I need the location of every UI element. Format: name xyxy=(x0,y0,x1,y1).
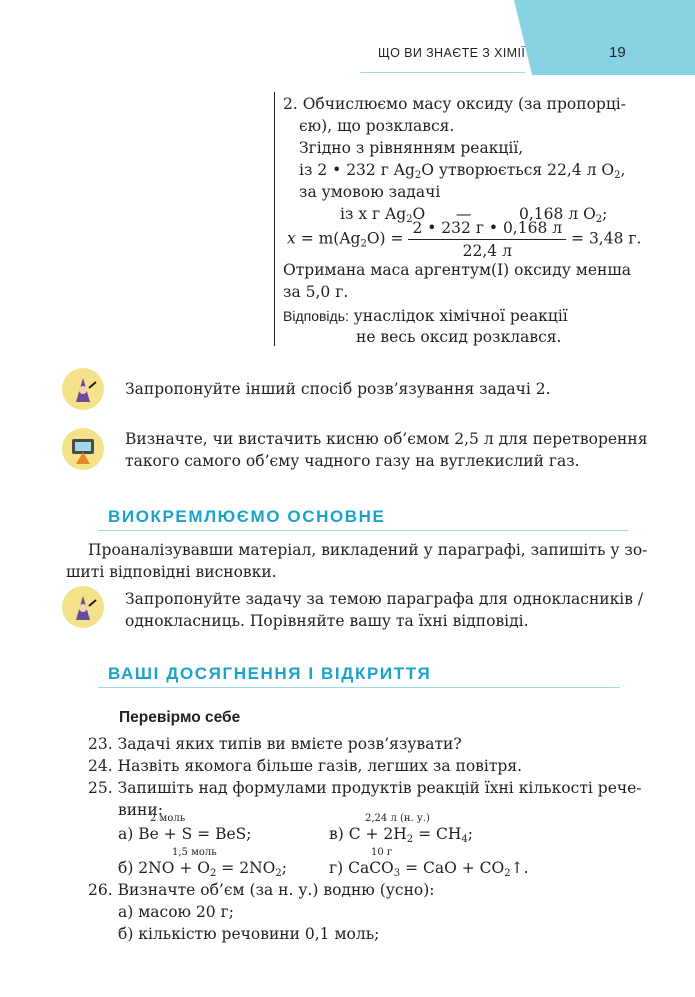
question: 25. Запишіть над формулами продуктів реакцій їхні кількості рече- xyxy=(88,779,642,797)
page-number: 19 xyxy=(609,44,626,61)
answer-line: не весь оксид розклався. xyxy=(356,328,562,346)
reaction-note: 2,24 л (н. у.) xyxy=(365,813,430,824)
solution-line: із x г $Ag_2O$ xyxy=(340,205,426,225)
running-header: ЩО ВИ ЗНАЄТЕ З ХІМІЇ xyxy=(378,46,526,60)
page-corner-accent xyxy=(514,0,695,75)
answer: Відповідь: унаслідок хімічної реакції xyxy=(283,307,568,325)
paragraph-line: Проаналізувавши матеріал, викладений у параграфі, запишіть у зо- xyxy=(88,541,648,559)
question: 24. Назвіть якомога більше газів, легших за повітря. xyxy=(88,757,523,775)
subheading: Перевірмо себе xyxy=(119,709,241,726)
reaction: в) $C + 2H_2 = CH_4$; xyxy=(329,825,473,845)
question: 23. Задачі яких типів ви вмієте розв’язувати? xyxy=(88,735,462,753)
question-item: б) кількістю речовини 0,1 моль; xyxy=(118,925,380,943)
reaction: г) CaCO$_3$ = CaO + $CO_2↑$. xyxy=(329,859,529,879)
section-rule xyxy=(98,687,620,688)
wizard-computer-icon xyxy=(62,428,104,470)
header-rule xyxy=(360,72,525,73)
reaction: б) $2NO + O_2 = 2NO_2$; xyxy=(118,859,287,879)
section-rule xyxy=(98,530,628,531)
solution-line: із 2 • 232 г $Ag_2O$ утворюється 22,4 л $O_2$, xyxy=(299,161,626,181)
task-text: Запропонуйте задачу за темою параграфа для однокласників / xyxy=(125,590,644,608)
fraction: $\frac{2 • 232 г • 0,168 л}{22,4 л}$ xyxy=(408,217,566,262)
task-text: Визначте, чи вистачить кисню об’ємом 2,5 л для перетворення xyxy=(125,430,648,448)
conclusion-line: за 5,0 г. xyxy=(283,283,349,301)
question: вини: xyxy=(118,801,163,819)
reaction: а) Be + S = BeS; xyxy=(118,825,252,843)
paragraph-line: шиті відповідні висновки. xyxy=(66,563,277,581)
answer-label: Відповідь: xyxy=(283,308,349,324)
solution-line: Згідно з рівнянням реакції, xyxy=(299,139,524,157)
solution-line: 2. Обчислюємо масу оксиду (за пропорці- xyxy=(283,95,626,113)
formula: $x = m(Ag_2O)$ = $\frac{2 • 232 г • 0,168 л}{22,4 л}$ = 3,48 г. xyxy=(287,219,642,260)
solution-line: єю), що розклався. xyxy=(299,117,455,135)
task-text: такого самого об’єму чадного газу на вуглекислий газ. xyxy=(125,452,580,470)
solution-margin-line xyxy=(274,92,275,346)
wizard-task-icon xyxy=(62,586,104,628)
section-heading: ВИОКРЕМЛЮЄМО ОСНОВНЕ xyxy=(108,507,386,526)
dash: — xyxy=(456,205,472,223)
question: 26. Визначте об’єм (за н. у.) водню (усно): xyxy=(88,881,435,899)
task-text: однокласниць. Порівняйте вашу та їхні відповіді. xyxy=(125,612,529,630)
reaction-note: 2 моль xyxy=(150,813,186,824)
conclusion-line: Отримана маса аргентум(I) оксиду менша xyxy=(283,261,631,279)
reaction-note: 1,5 моль xyxy=(172,847,217,858)
wizard-task-icon xyxy=(62,368,104,410)
section-heading: ВАШІ ДОСЯГНЕННЯ І ВІДКРИТТЯ xyxy=(108,664,432,683)
reaction-note: 10 г xyxy=(371,847,393,858)
solution-line: 0,168 л $O_2$; xyxy=(519,205,608,225)
question-item: а) масою 20 г; xyxy=(118,903,234,921)
solution-line: за умовою задачі xyxy=(299,183,441,201)
task-text: Запропонуйте інший спосіб розв’язування задачі 2. xyxy=(125,380,551,398)
